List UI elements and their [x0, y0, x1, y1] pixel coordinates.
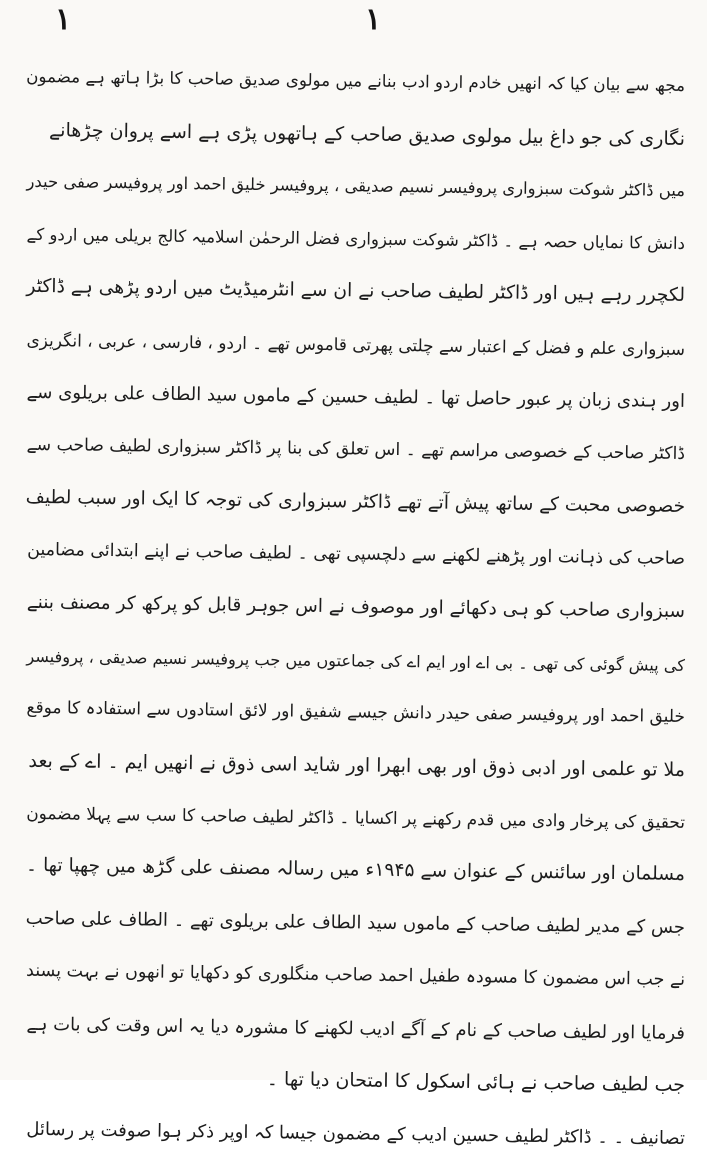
page-mark-right: ۱	[365, 2, 382, 37]
text-line-12: کی پیش گوئی کی تھی ۔ بی اے اور ایم اے کی جماعتوں میں جب پروفیسر نسیم صدیقی ، پروفیسر	[26, 645, 686, 675]
text-line-17: جس کے مدیر لطیف صاحب کے ماموں سید الطاف علی بریلوی تھے ۔ الطاف علی صاحب	[25, 907, 686, 938]
text-line-16: مسلمان اور سائنس کے عنوان سے ۱۹۴۵ء میں رسالہ مصنف علی گڑھ میں چھپا تھا ۔	[25, 854, 686, 885]
text-line-18: نے جب اس مضمون کا مسودہ طفیل احمد صاحب منگلوری کو دکھایا تو انھوں نے بہت پسند	[25, 960, 686, 990]
text-line-19: فرمایا اور لطیف صاحب کے نام کے آگے ادیب لکھنے کا مشورہ دیا یہ اس وقت کی بات ہے	[26, 1012, 686, 1044]
handwritten-text-block	[22, 60, 686, 1149]
text-line-6: سبزواری علم و فضل کے اعتبار سے چلتی پھرتی قاموس تھے ۔ اردو ، فارسی ، عربی ، انگریزی	[26, 329, 686, 360]
page-mark-left: ۱	[55, 2, 72, 37]
text-line-1: مجھ سے بیان کیا کہ انھیں خادم اردو ادب بنانے میں مولوی صدیق صاحب کا بڑا ہاتھ ہے مضمون	[26, 67, 686, 96]
text-line-8: ڈاکٹر صاحب کے خصوصی مراسم تھے ۔ اس تعلق کی بنا پر ڈاکٹر سبزواری لطیف صاحب سے	[26, 434, 686, 465]
text-line-3: میں ڈاکٹر شوکت سبزواری پروفیسر نسیم صدیقی ، پروفیسر خلیق احمد اور پروفیسر صفی حیدر	[26, 172, 686, 201]
text-line-11: سبزواری صاحب کو ہی دکھائے اور موصوف نے اس جوہر قابل کو پرکھ کر مصنف بننے	[26, 591, 686, 623]
text-line-13: خلیق احمد اور پروفیسر صفی حیدر دانش جیسے شفیق اور لائق استادوں سے استفادہ کا موقع	[26, 698, 686, 728]
text-line-7: اور ہندی زبان پر عبور حاصل تھا ۔ لطیف حسین کے ماموں سید الطاف علی بریلوی سے	[26, 381, 686, 412]
text-line-14: ملا تو علمی اور ادبی ذوق اور بھی ابھرا اور شاید اسی ذوق نے انھیں ایم ۔ اے کے بعد	[28, 749, 686, 781]
text-line-21: تصانیف ۔ ۔ ڈاکٹر لطیف حسین ادیب کے مضمون جیسا کہ اوپر ذکر ہوا صوفت پر رسائل	[26, 1118, 686, 1149]
text-line-9: خصوصی محبت کے ساتھ پیش آتے تھے ڈاکٹر سبزواری کی توجہ کا ایک اور سبب لطیف	[25, 486, 686, 517]
text-line-15: تحقیق کی پرخار وادی میں قدم رکھنے پر اکسایا ۔ ڈاکٹر لطیف صاحب کا سب سے پہلا مضمون	[26, 803, 686, 833]
text-line-10: صاحب کی ذہانت اور پڑھنے لکھنے سے دلچسپی تھی ۔ لطیف صاحب نے اپنے ابتدائی مضامین	[27, 539, 686, 570]
text-line-5: لکچرر رہے ہیں اور ڈاکٹر لطیف صاحب نے ان سے انٹرمیڈیٹ میں اردو پڑھی ہے ڈاکٹر	[26, 276, 686, 307]
text-line-4: دانش کا نمایاں حصہ ہے ۔ ڈاکٹر شوکت سبزواری فضل الرحمٰن اسلامیہ کالج بریلی میں اردو کے	[26, 224, 686, 254]
text-line-2: نگاری کی جو داغ بیل مولوی صدیق صاحب کے ہاتھوں پڑی ہے اسے پروان چڑھانے	[48, 118, 686, 150]
text-line-20: جب لطیف صاحب نے ہائی اسکول کا امتحان دیا تھا ۔	[266, 1068, 686, 1097]
